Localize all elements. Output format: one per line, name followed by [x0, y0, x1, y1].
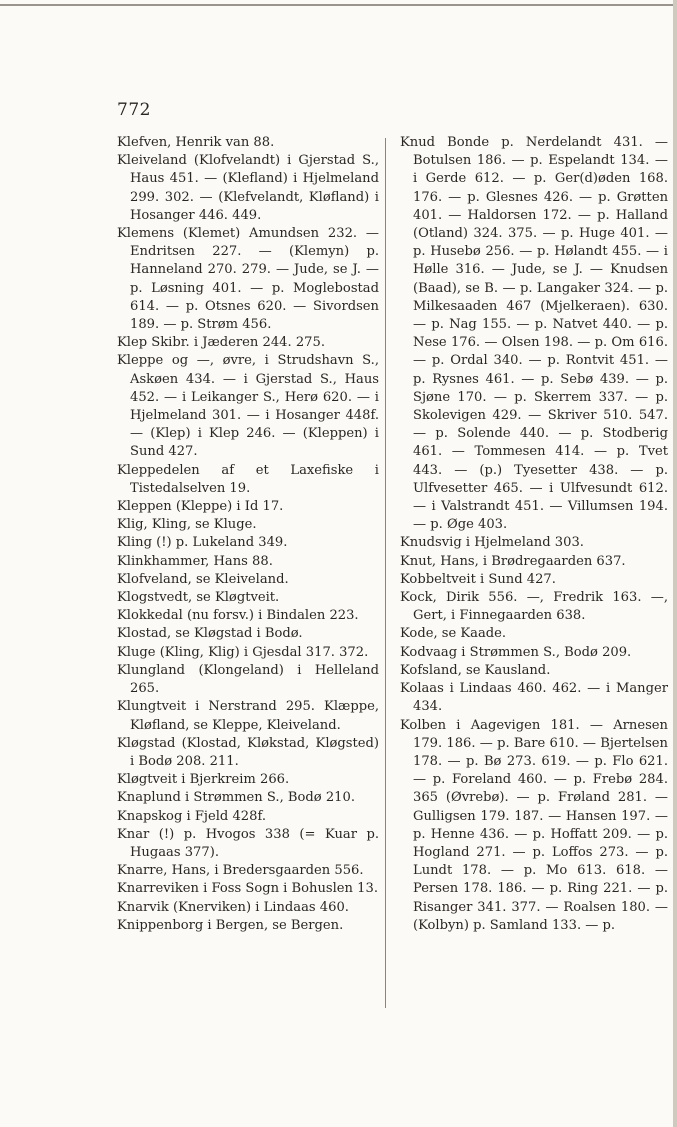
index-column-right — [400, 134, 668, 935]
index-entry: Klefven, Henrik van 88. — [117, 135, 275, 150]
index-entry: Kleiveland (Klofvelandt) i Gjerstad S., Haus 451. — (Klefland) i Hjelmeland 299. 302. — (Klefvelandt, Kløfland) i Hosanger 446. 449. — [117, 153, 379, 223]
index-entry: Knaplund i Strømmen S., Bodø 210. — [117, 790, 355, 806]
index-entry: Knippenborg i Bergen, se Bergen. — [117, 917, 344, 933]
index-entry: Kode, se Kaade. — [400, 626, 507, 642]
index-entry: Kolaas i Lindaas 460. 462. — i Manger 434. — [400, 681, 668, 715]
column-divider — [385, 138, 386, 1008]
index-entry: Klogstvedt, se Kløgtveit. — [117, 590, 280, 606]
index-entry: Kleppe og —, øvre, i Strudshavn S., Askøen 434. — i Gjerstad S., Haus 452. — i Leikanger S., Herø 620. — i Hjelmeland 301. — i Hosanger 448f. — (Klep) i Klep 246. — (Kleppen) i Sund 427. — [117, 353, 379, 460]
index-entry: Klungtveit i Nerstrand 295. Klæppe, Kløfland, se Kleppe, Kleiveland. — [117, 699, 379, 733]
index-entry: Kolben i Aagevigen 181. — Arnesen 179. 186. — p. Bare 610. — Bjertelsen 178. — p. Bø 273. 619. — p. Flo 621. — p. Foreland 460. — p. Frebø 284. 365 (Øvrebø). — p. Frøland 281. — Gulligsen 179. 187. — Hansen 197. — p. Henne 436. — p. Hoffatt 209. — p. Hogland 271. — p. Loffos 273. — p. Lundt 178. — p. Mo 613. 618. — Persen 178. 186. — p. Ring 221. — p. Risanger 341. 377. — Roalsen 180. — (Kolbyn) p. Samland 133. — p. — [400, 717, 668, 933]
index-entry: Knarre, Hans, i Bredersgaarden 556. — [117, 863, 364, 879]
index-entry: Kock, Dirik 556. —, Fredrik 163. —, Gert, i Finnegaarden 638. — [400, 590, 668, 624]
index-entry: Knut, Hans, i Brødregaarden 637. — [400, 553, 626, 569]
index-entry: Klungland (Klongeland) i Helleland 265. — [117, 662, 379, 697]
index-entry: Knud Bonde p. Nerdelandt 431. — Botulsen 186. — p. Espelandt 134. — i Gerde 612. — p. Ger(d)øden 168. 176. — p. Glesnes 426. — p. Grøtten 401. — Haldorsen 172. — p. Halland (Otland) 324. 375. — p. Huge 401. — p. Husebø 256. — p. Hølandt 455. — i Hølle 316. — Jude, se J. — Knudsen (Baad), se B. — p. Langaker 324. — p. Milkesaaden 467 (Mjelkeraen). 630. — p. Nag 155. — p. Natvet 440. — p. Nese 176. — Olsen 198. — p. Om 616. — p. Ordal 340. — p. Rontvit 451. — p. Rysnes 461. — p. Sebø 439. — p. Sjøne 170. — p. Skerrem 337. — p. Skolevigen 429. — Skriver 510. 547. — p. Solende 440. — p. Stodberig 461. — Tommesen 414. — p. Tvet 443. — (p.) Tyesetter 438. — p. Ulfvesetter 465. — i Ulfvesundt 612. — i Valstrandt 451. — Villumsen 194. — p. Øge 403. — [400, 135, 668, 533]
index-entry: Klofveland, se Kleiveland. — [117, 571, 289, 587]
index-entry: Knudsvig i Hjelmeland 303. — [400, 535, 584, 551]
index-entry: Kløgtveit i Bjerkreim 266. — [117, 772, 290, 788]
page-number: 772 — [117, 100, 151, 120]
index-entry: Klostad, se Kløgstad i Bodø. — [117, 626, 303, 642]
index-entry: Knarreviken i Foss Sogn i Bohuslen 13. — [117, 881, 378, 897]
index-entry: Kobbeltveit i Sund 427. — [400, 571, 556, 587]
index-entry: Klemens (Klemet) Amundsen 232. — Endritsen 227. — (Klemyn) p. Hanneland 270. 279. — Jude, se J. — p. Løsning 401. — p. Moglebostad 614. — p. Otsnes 620. — Sivordsen 189. — p. Strøm 456. — [117, 226, 379, 333]
index-entry: Kløgstad (Klostad, Kløkstad, Kløgsted) i Bodø 208. 211. — [117, 735, 379, 769]
index-column-left — [117, 134, 379, 935]
index-entry: Klinkhammer, Hans 88. — [117, 553, 273, 569]
index-entry: Kluge (Kling, Klig) i Gjesdal 317. 372. — [117, 644, 369, 660]
index-entry: Knapskog i Fjeld 428f. — [117, 808, 266, 824]
index-entry: Klig, Kling, se Kluge. — [117, 517, 257, 533]
page-right-edge — [673, 0, 677, 1127]
index-entry: Kling (!) p. Lukeland 349. — [117, 535, 288, 551]
index-entry: Klep Skibr. i Jæderen 244. 275. — [117, 335, 325, 351]
index-entry: Kofsland, se Kausland. — [400, 662, 551, 678]
index-entry: Knar (!) p. Hvogos 338 (= Kuar p. Hugaas 377). — [117, 826, 379, 860]
index-entry: Kleppen (Kleppe) i Id 17. — [117, 499, 284, 515]
index-entry: Klokkedal (nu forsv.) i Bindalen 223. — [117, 608, 359, 624]
index-entry: Kodvaag i Strømmen S., Bodø 209. — [400, 644, 632, 660]
page-top-edge — [0, 4, 677, 6]
index-entry: Kleppedelen af et Laxefiske i Tistedalselven 19. — [117, 462, 379, 496]
index-entry: Knarvik (Knerviken) i Lindaas 460. — [117, 899, 349, 915]
